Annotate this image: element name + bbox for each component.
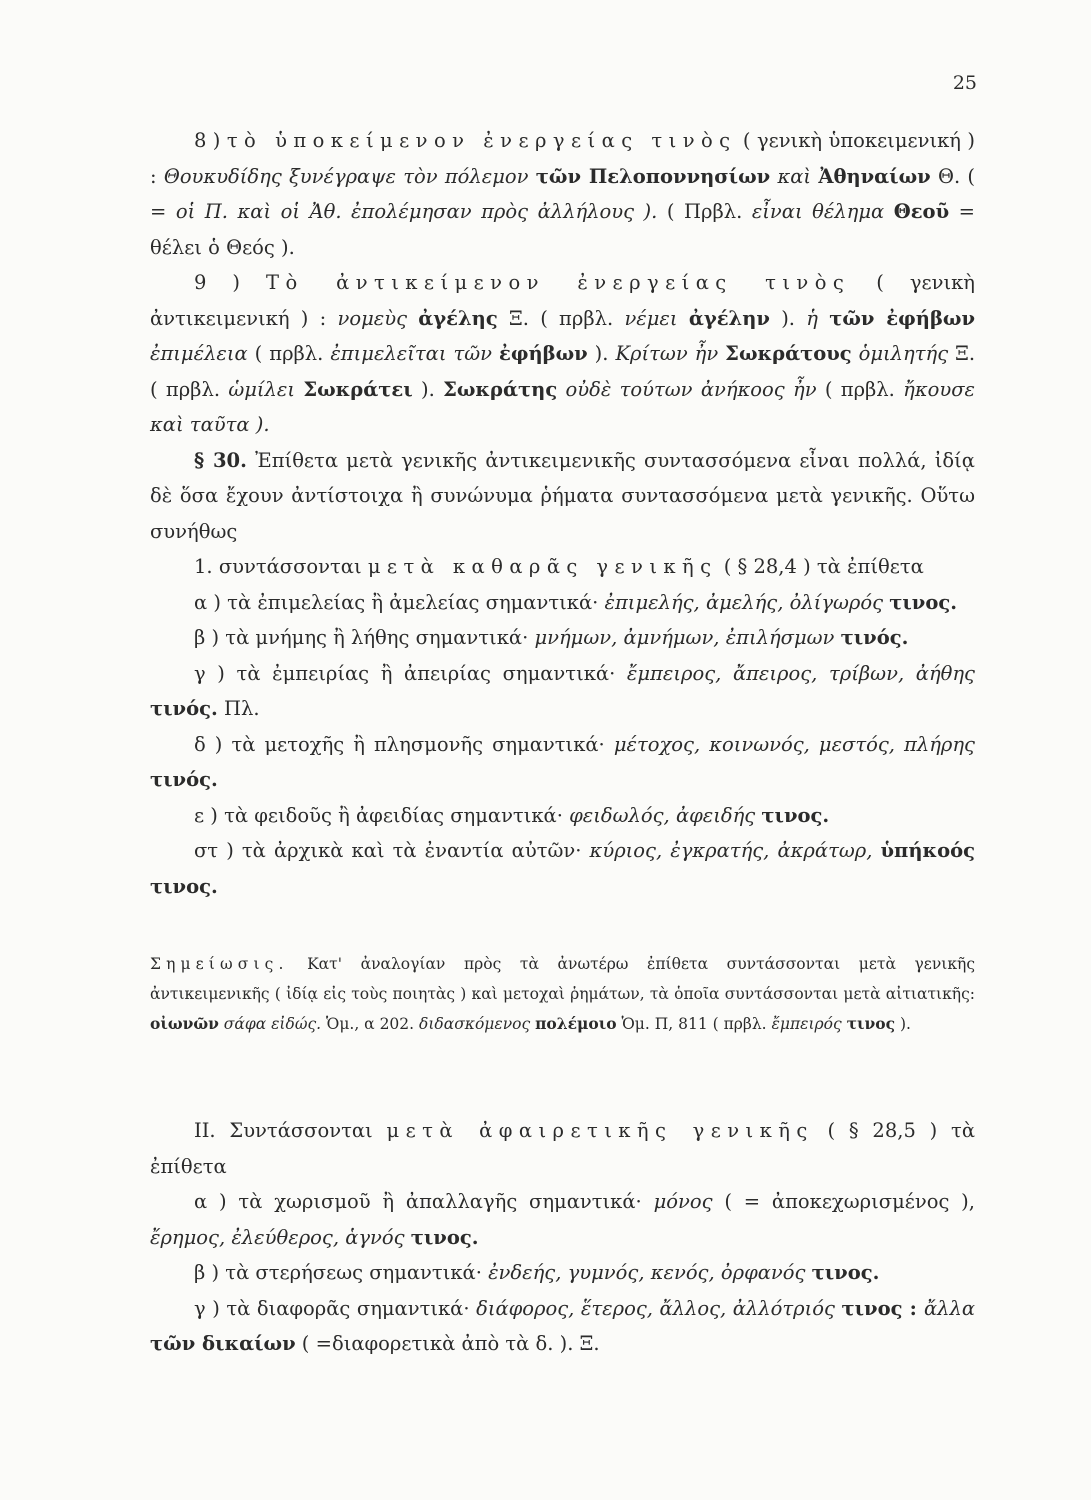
list-item-stigma: στ ) τὰ ἀρχικὰ καὶ τὰ ἐναντία αὐτῶν· κύριος, ἐγκρατής, ἀκράτωρ, ὑπήκοός τινος.: [150, 839, 975, 898]
list-item-c2: γ ) τὰ διαφορᾶς σημαντικά· διάφορος, ἕτερος, ἄλλος, ἀλλότριός τινος : ἄλλα τῶν δικαίων ( =διαφορετικὰ ἀπὸ τὰ δ. ). Ξ.: [150, 1296, 975, 1355]
list-item-delta: δ ) τὰ μετοχῆς ἢ πλησμονῆς σημαντικά· μέτοχος, κοινωνός, μεστός, πλήρης τινός.: [150, 732, 975, 791]
section-ii: [150, 1113, 975, 1362]
list-item-a2: α ) τὰ χωρισμοῦ ἢ ἀπαλλαγῆς σημαντικά· μόνος ( = ἀποκεχωρισμένος ), ἔρημος, ἐλεύθερος, ἁγνός τινος.: [150, 1190, 975, 1249]
paragraph-ii: ΙΙ. Συντάσσονται μετὰ ἀφαιρετικῆς γενικῆς ( § 28,5 ) τὰ ἐπίθετα: [150, 1119, 975, 1178]
note-block: [150, 950, 975, 1040]
paragraph-item-8: 8 ) τὸ ὑποκείμενον ἐνεργείας τινὸς ( γενικὴ ὑποκειμενική ) : Θουκυδίδης ξυνέγραψε τὸν πόλεμον τῶν Πελοποννησίων καὶ Ἀθηναίων Θ. ( = οἱ Π. καὶ οἱ Ἀθ. ἐπολέμησαν πρὸς ἀλλήλους ). ( Πρβλ. εἶναι θέλημα Θεοῦ = θέλει ὁ Θεός ).: [150, 129, 975, 259]
section-mark: § 30.: [194, 448, 247, 472]
page-number: 25: [952, 72, 977, 94]
main-text: [150, 123, 975, 904]
paragraph-item-9: 9 ) Τὸ ἀντικείμενον ἐνεργείας τινὸς ( γενικὴ ἀντικειμενική ) : νομεὺς ἀγέλης Ξ. ( πρβλ. νέμει ἀγέλην ). ἡ τῶν ἐφήβων ἐπιμέλεια ( πρβλ. ἐπιμελεῖται τῶν ἐφήβων ). Κρίτων ἦν Σωκράτους ὁμιλητής Ξ. ( πρβλ. ὡμίλει Σωκράτει ). Σωκράτης οὐδὲ τούτων ἀνήκοος ἦν ( πρβλ. ἤκουσε καὶ ταῦτα ).: [150, 271, 976, 436]
note-paragraph: Σημείωσις. Κατ' ἀναλογίαν πρὸς τὰ ἀνωτέρω ἐπίθετα συντάσσονται μετὰ γενικῆς ἀντικειμενικῆς ( ἰδίᾳ εἰς τοὺς ποιητὰς ) καὶ μετοχαὶ ῥημάτων, τὰ ὁποῖα συντάσσονται μετὰ αἰτιατικῆς: οἰωνῶν σάφα εἰδώς. Ὁμ., α 202. διδασκόμενος πολέμοιο Ὁμ. Π, 811 ( πρβλ. ἔμπειρός τινος ).: [150, 955, 975, 1033]
list-item-beta: β ) τὰ μνήμης ἢ λήθης σημαντικά· μνήμων, ἀμνήμων, ἐπιλήσμων τινός.: [194, 626, 909, 649]
paragraph-1: 1. συντάσσονται μετὰ καθαρᾶς γενικῆς ( § 28,4 ) τὰ ἐπίθετα: [194, 555, 924, 578]
list-item-gamma: γ ) τὰ ἐμπειρίας ἢ ἀπειρίας σημαντικά· ἔμπειρος, ἄπειρος, τρίβων, ἀήθης τινός. Πλ.: [150, 661, 975, 720]
list-item-alpha: α ) τὰ ἐπιμελείας ἢ ἀμελείας σημαντικά· ἐπιμελής, ἀμελής, ὀλίγωρός τινος.: [194, 590, 958, 614]
section-30: § 30. Ἐπίθετα μετὰ γενικῆς ἀντικειμενικῆς συντασσόμενα εἶναι πολλά, ἰδίᾳ δὲ ὅσα ἔχουν ἀντίστοιχα ἢ συνώνυμα ῥήματα συντασσόμενα μετὰ γενικῆς. Οὕτω συνήθως: [150, 448, 975, 543]
list-item-b2: β ) τὰ στερήσεως σημαντικά· ἐνδεής, γυμνός, κενός, ὀρφανός τινος.: [194, 1261, 880, 1284]
list-item-epsilon: ε ) τὰ φειδοῦς ἢ ἀφειδίας σημαντικά· φειδωλός, ἀφειδής τινος.: [194, 803, 830, 827]
